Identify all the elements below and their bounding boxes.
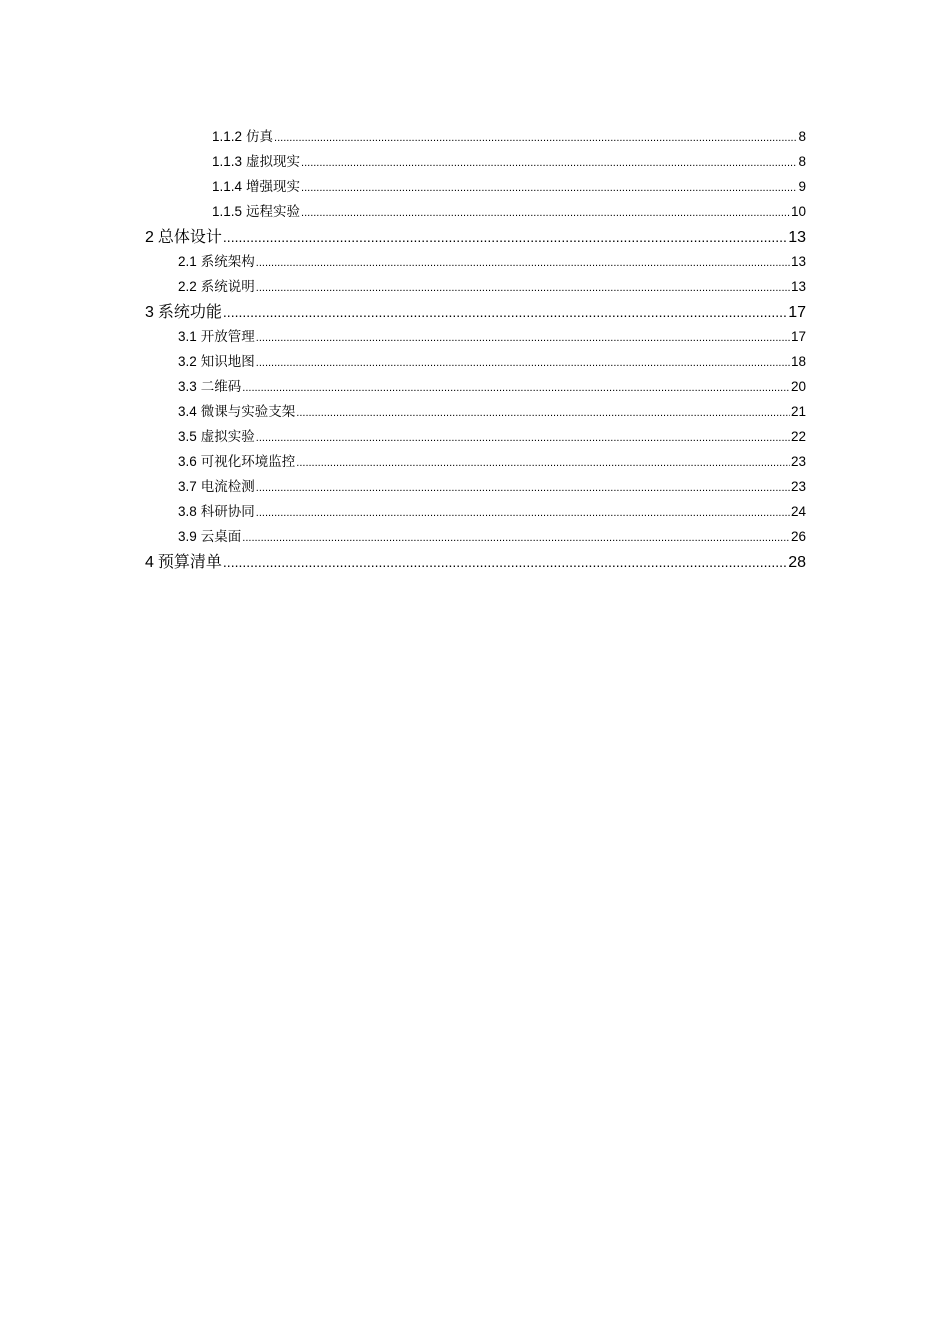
table-of-contents <box>0 124 950 574</box>
toc-entry[interactable] <box>0 349 950 374</box>
toc-entry-title: 远程实验 <box>246 204 301 220</box>
toc-dot-leader <box>301 201 790 226</box>
toc-entry-page-number: 23 <box>790 454 806 469</box>
toc-entry-page-number: 18 <box>790 354 806 369</box>
toc-entry-title: 二维码 <box>200 379 242 395</box>
toc-dot-leader <box>301 151 797 176</box>
toc-entry[interactable] <box>0 124 950 149</box>
toc-entry-title: 系统说明 <box>200 279 255 295</box>
toc-dot-leader <box>242 376 790 401</box>
toc-entry[interactable] <box>0 324 950 349</box>
toc-entry-number: 1.1.4 <box>212 179 243 194</box>
toc-entry-number: 3.1 <box>178 329 197 344</box>
toc-entry-page-number: 23 <box>790 479 806 494</box>
toc-entry[interactable] <box>0 299 950 324</box>
toc-dot-leader <box>256 326 790 351</box>
toc-entry[interactable] <box>0 374 950 399</box>
toc-dot-leader <box>256 476 790 501</box>
toc-dot-leader <box>256 501 790 526</box>
toc-dot-leader <box>274 126 797 151</box>
toc-entry-page-number: 28 <box>788 554 806 571</box>
toc-dot-leader <box>256 276 790 301</box>
toc-entry-number: 1.1.5 <box>212 204 243 219</box>
toc-entry-page-number: 22 <box>790 429 806 444</box>
toc-entry[interactable] <box>0 399 950 424</box>
toc-entry[interactable] <box>0 274 950 299</box>
toc-entry[interactable] <box>0 424 950 449</box>
toc-entry-title: 云桌面 <box>200 529 242 545</box>
toc-entry-page-number: 13 <box>790 279 806 294</box>
toc-entry-title: 微课与实验支架 <box>200 404 296 420</box>
toc-entry-number: 4 <box>145 554 154 571</box>
toc-dot-leader <box>223 300 787 325</box>
toc-entry-page-number: 8 <box>798 154 806 169</box>
toc-entry-title: 电流检测 <box>200 479 255 495</box>
toc-entry-number: 3.7 <box>178 479 197 494</box>
toc-entry-number: 3.9 <box>178 529 197 544</box>
toc-entry-page-number: 17 <box>788 304 806 321</box>
toc-entry[interactable] <box>0 474 950 499</box>
toc-entry[interactable] <box>0 499 950 524</box>
toc-dot-leader <box>223 550 787 575</box>
toc-entry[interactable] <box>0 174 950 199</box>
toc-entry-page-number: 8 <box>798 129 806 144</box>
toc-entry-page-number: 13 <box>788 229 806 246</box>
toc-entry-page-number: 13 <box>790 254 806 269</box>
toc-entry-title: 开放管理 <box>200 329 255 345</box>
toc-entry-number: 3.4 <box>178 404 197 419</box>
toc-dot-leader <box>301 176 797 201</box>
toc-entry-page-number: 20 <box>790 379 806 394</box>
toc-entry[interactable] <box>0 199 950 224</box>
toc-dot-leader <box>296 451 790 476</box>
toc-entry-number: 1.1.2 <box>212 129 243 144</box>
toc-entry-page-number: 26 <box>790 529 806 544</box>
toc-entry-title: 虚拟实验 <box>200 429 255 445</box>
toc-entry-number: 3.5 <box>178 429 197 444</box>
toc-entry-title: 知识地图 <box>200 354 255 370</box>
toc-dot-leader <box>296 401 790 426</box>
toc-entry-title: 仿真 <box>246 129 274 145</box>
toc-entry-page-number: 21 <box>790 404 806 419</box>
toc-entry-title: 科研协同 <box>200 504 255 520</box>
toc-entry-number: 2 <box>145 229 154 246</box>
toc-entry-title: 总体设计 <box>157 227 222 246</box>
toc-entry-number: 2.2 <box>178 279 197 294</box>
toc-entry[interactable] <box>0 449 950 474</box>
toc-dot-leader <box>242 526 790 551</box>
toc-entry[interactable] <box>0 224 950 249</box>
toc-dot-leader <box>256 351 790 376</box>
toc-entry[interactable] <box>0 249 950 274</box>
toc-entry-number: 3.8 <box>178 504 197 519</box>
toc-entry-number: 2.1 <box>178 254 197 269</box>
toc-dot-leader <box>223 225 787 250</box>
toc-entry-number: 3 <box>145 304 154 321</box>
toc-entry-number: 3.3 <box>178 379 197 394</box>
toc-entry-title: 预算清单 <box>157 552 222 571</box>
toc-entry[interactable] <box>0 149 950 174</box>
toc-entry-title: 可视化环境监控 <box>200 454 296 470</box>
toc-entry-number: 3.6 <box>178 454 197 469</box>
toc-entry-title: 系统功能 <box>157 302 222 321</box>
toc-entry-page-number: 9 <box>798 179 806 194</box>
toc-entry[interactable] <box>0 524 950 549</box>
toc-entry-page-number: 10 <box>790 204 806 219</box>
toc-entry-page-number: 17 <box>790 329 806 344</box>
toc-entry[interactable] <box>0 549 950 574</box>
toc-dot-leader <box>256 426 790 451</box>
toc-entry-page-number: 24 <box>790 504 806 519</box>
toc-entry-title: 虚拟现实 <box>246 154 301 170</box>
toc-entry-number: 3.2 <box>178 354 197 369</box>
toc-entry-number: 1.1.3 <box>212 154 243 169</box>
toc-dot-leader <box>256 251 790 276</box>
toc-entry-title: 系统架构 <box>200 254 255 270</box>
toc-entry-title: 增强现实 <box>246 179 301 195</box>
